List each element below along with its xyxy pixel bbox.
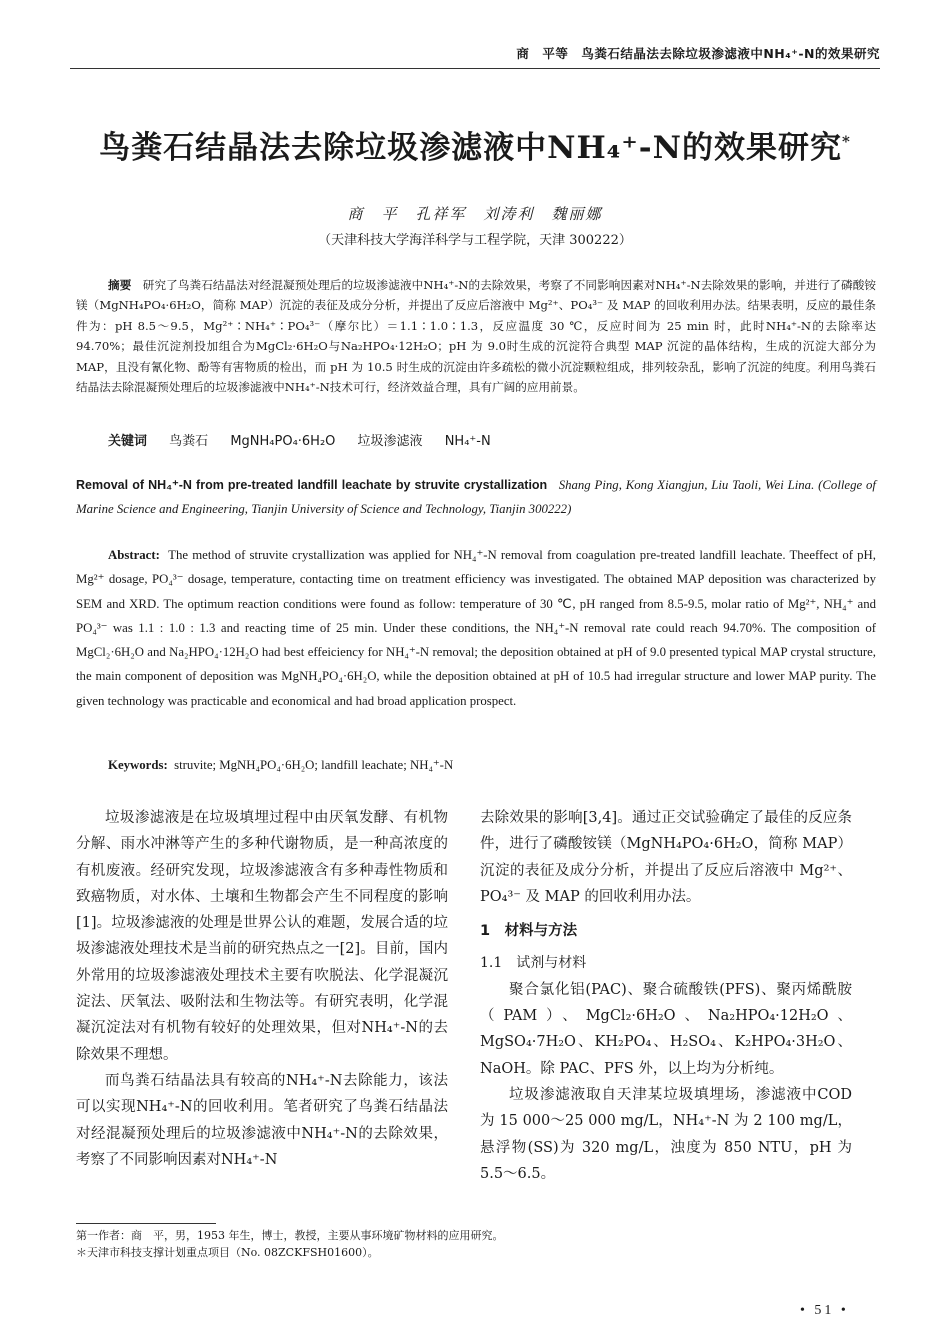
english-abstract (76, 543, 876, 713)
english-title-block (76, 474, 876, 521)
keyword-item: 垃圾渗滤液 (357, 434, 423, 449)
abstract-label: 摘要 (108, 278, 132, 292)
english-keywords-text: struvite; MgNH₄PO₄·6H₂O; landfill leachate; NH₄⁺-N (174, 758, 454, 772)
body-paragraph: 聚合氯化铝(PAC)、聚合硫酸铁(PFS)、聚丙烯酰胺（PAM）、MgCl₂·6H₂O、Na₂HPO₄·12H₂O、MgSO₄·7H₂O、KH₂PO₄、H₂SO₄、K₂HPO₄·3H₂O、NaOH。除 PAC、PFS 外，以上均为分析纯。 (480, 981, 852, 1077)
section-heading: 1 材料与方法 (480, 923, 578, 940)
english-abstract-text: The method of struvite crystallization was applied for NH₄⁺-N removal from coagulation pre-treated landfill leachate. Theeffect of pH, Mg²⁺ dosage, PO₄³⁻ dosage, temperature, contacting time on treatment efficiency was investigated. The obtained MAP deposition was characterized by SEM and XRD. The optimum reaction conditions were found as follow: temperature of 30 ℃, pH ranged from 8.5-9.5, molar ratio of Mg²⁺, NH₄⁺ and PO₄³⁻ was 1.1 : 1.0 : 1.3 and reacting time of 25 min. Under these conditions, the NH₄⁺-N removal rate could reach 94.70%. The composition of MgCl₂·6H₂O and Na₂HPO₄·12H₂O had best effeiciency for NH₄⁺-N removal; the deposition obtained at pH of 9.0 presented typical MAP crystal structure, the main component of deposition was MgNH₄PO₄·6H₂O, while the deposition obtained at pH of 10.5 had irregular structure and lower MAP purity. The given technology was practicable and economical and had broad application prospect. (76, 548, 877, 708)
body-paragraph: 垃圾渗滤液是在垃圾填埋过程中由厌氧发酵、有机物分解、雨水冲淋等产生的多种代谢物质，是一种高浓度的有机废液。经研究发现，垃圾渗滤液含有多种毒性物质和致癌物质，对水体、土壤和生物都会产生不同程度的影响[1]。垃圾渗滤液的处理是世界公认的难题，发展合适的垃圾渗滤液处理技术是当前的研究热点之一[2]。目前，国内外常用的垃圾渗滤液处理技术主要有吹脱法、化学混凝沉淀法、厌氧法、吸附法和生物法等。有研究表明，化学混凝沉淀法对有机物有较好的处理效果，但对NH₄⁺-N的去除效果不理想。 (76, 810, 448, 1063)
affiliation: （天津科技大学海洋科学与工程学院，天津 300222） (318, 233, 632, 248)
english-abstract-label: Abstract: (108, 548, 160, 562)
paper-title (60, 122, 890, 167)
title-text: 鸟粪石结晶法去除垃圾渗滤液中NH₄⁺-N的效果研究 (99, 130, 842, 166)
keywords-label: 关键词 (108, 434, 148, 449)
body-column-right (480, 805, 852, 1187)
body-paragraph: 垃圾渗滤液取自天津某垃圾填埋场，渗滤液中COD 为 15 000～25 000 mg/L，NH₄⁺-N 为 2 100 mg/L，悬浮物(SS)为 320 mg/L，浊度为 850 NTU，pH 为 5.5～6.5。 (480, 1086, 852, 1182)
subsection-heading: 1.1 试剂与材料 (480, 955, 587, 972)
page-number: • 51 • (800, 1303, 849, 1318)
abstract-chinese (76, 275, 876, 397)
english-keywords-label: Keywords: (108, 758, 168, 772)
running-header: 商 平等 鸟粪石结晶法去除垃圾渗滤液中NH₄⁺-N的效果研究 (70, 44, 880, 69)
authors: 商 平 孔祥军 刘涛利 魏丽娜 (347, 205, 603, 223)
abstract-text: 研究了鸟粪石结晶法对经混凝预处理后的垃圾渗滤液中NH₄⁺-N的去除效果，考察了不同影响因素对NH₄⁺-N去除效果的影响，并进行了磷酸铵镁（MgNH₄PO₄·6H₂O，简称 MAP）沉淀的表征及成分分析，并提出了反应后溶液中 Mg²⁺、PO₄³⁻ 及 MAP 的回收利用办法。结果表明，反应的最佳条件为：pH 8.5～9.5，Mg²⁺∶NH₄⁺∶PO₄³⁻（摩尔比）＝1.1∶1.0∶1.3，反应温度 30 ℃，反应时间为 25 min 时，此时NH₄⁺-N的去除率达 94.70%；最佳沉淀剂投加组合为MgCl₂·6H₂O与Na₂HPO₄·12H₂O；pH 为 9.0时生成的沉淀符合典型 MAP 沉淀的晶体结构，生成的沉淀大部分为 MAP，且没有氰化物、酚等有害物质的检出，而 pH 为 10.5 时生成的沉淀由许多疏松的微小沉淀颗粒组成，排列较杂乱，影响了沉淀的纯度。利用鸟粪石结晶法去除混凝预处理后的垃圾渗滤液中NH₄⁺-N技术可行，经济效益合理，具有广阔的应用前景。 (76, 278, 876, 395)
keyword-item: NH₄⁺-N (444, 434, 491, 449)
footnotes (76, 1227, 876, 1261)
title-footnote-mark: * (841, 132, 851, 151)
body-paragraph: 去除效果的影响[3,4]。通过正交试验确定了最佳的反应条件，进行了磷酸铵镁（MgNH₄PO₄·6H₂O，简称 MAP）沉淀的表征及成分分析，并提出了反应后溶液中 Mg²⁺、PO₄³⁻ 及 MAP 的回收利用办法。 (480, 810, 852, 905)
english-keywords (108, 758, 868, 773)
english-authors-affiliation: Shang Ping, Kong Xiangjun, Liu Taoli, Wei Lina. (College of Marine Science and Engineering, Tianjin University of Science and Technology, Tianjin 300222) (76, 478, 876, 516)
keyword-item: MgNH₄PO₄·6H₂O (230, 434, 336, 449)
keywords-chinese (108, 430, 868, 449)
body-column-left (76, 805, 448, 1173)
footnote-funding: ＊天津市科技支撑计划重点项目（No. 08ZCKFSH01600）。 (76, 1246, 379, 1259)
keyword-item: 鸟粪石 (169, 434, 209, 449)
body-paragraph: 而鸟粪石结晶法具有较高的NH₄⁺-N去除能力，该法可以实现NH₄⁺-N的回收利用。笔者研究了鸟粪石结晶法对经混凝预处理后的垃圾渗滤液中NH₄⁺-N的去除效果，考察了不同影响因素对NH₄⁺-N (76, 1072, 448, 1168)
english-title: Removal of NH₄⁺-N from pre-treated landfill leachate by struvite crystallization (76, 478, 548, 492)
footnote-divider (76, 1223, 216, 1224)
footnote-first-author: 第一作者：商 平，男，1953 年生，博士，教授，主要从事环境矿物材料的应用研究。 (76, 1229, 504, 1242)
